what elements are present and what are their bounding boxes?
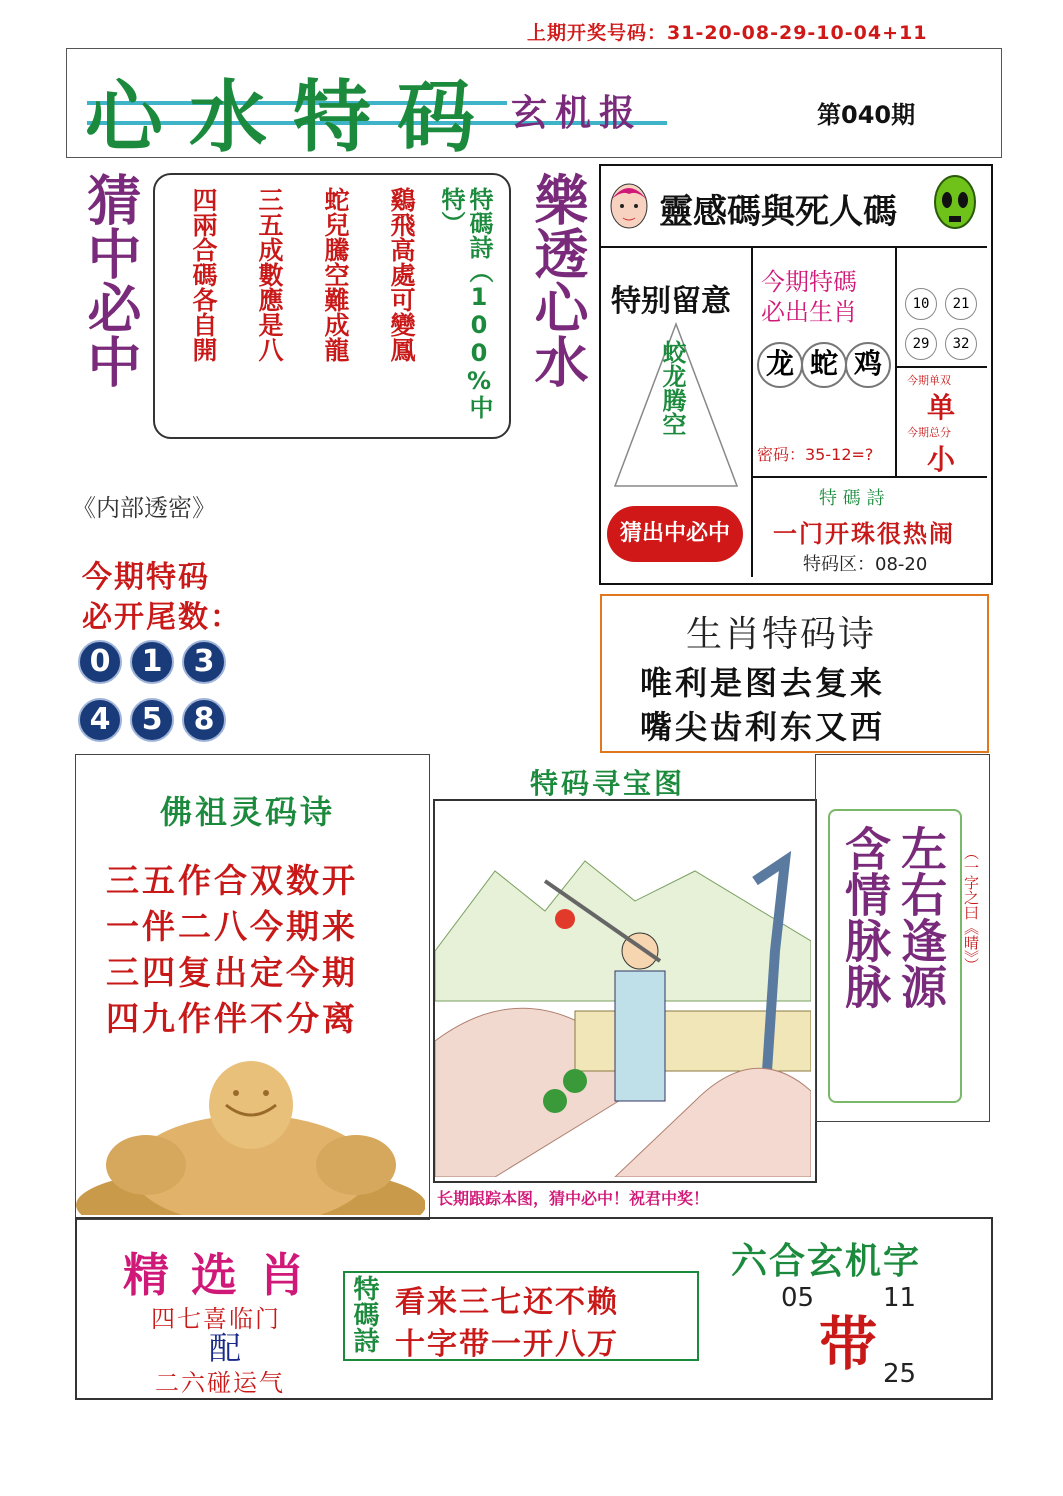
inner-line1: 今期特码 <box>82 560 210 595</box>
number-circle: 29 <box>905 328 937 360</box>
tail-ball: 1 <box>130 640 174 684</box>
inner-line2: 必开尾数： <box>82 600 242 635</box>
number-circle: 10 <box>905 288 937 320</box>
buddha-title: 佛祖灵码诗 <box>160 793 336 831</box>
zodiac-poem-line1: 唯利是图去复来 <box>640 664 886 702</box>
secret-code: 密码：35-12=? <box>757 445 874 464</box>
poem-box <box>153 173 511 439</box>
left-slogan: 猜中必中 <box>79 172 143 388</box>
masthead-title: 心水特码 <box>85 72 502 163</box>
bottom-poem-line: 十字带一开八万 <box>395 1327 619 1362</box>
total-label: 今期总分 <box>907 426 951 439</box>
tail-ball: 3 <box>182 640 226 684</box>
ling-title: 靈感碼與死人碼 <box>659 192 897 232</box>
tail-ball: 8 <box>182 698 226 742</box>
bottom-poem-label: 特碼詩 <box>349 1275 379 1353</box>
treasure-caption: 长期跟踪本图，猜中必中！祝君中奖！ <box>437 1189 710 1208</box>
bottom-pair: 配 <box>209 1329 242 1367</box>
ling-middle <box>753 246 897 476</box>
zodiac-poem-title: 生肖特码诗 <box>686 614 877 655</box>
triangle-text: 蛟龙腾空 <box>658 340 686 436</box>
last-result-line: 上期开奖号码：31-20-08-29-10-04+11 <box>527 22 928 44</box>
total-value: 小 <box>927 443 956 476</box>
zodiac-circle: 鸡 <box>845 342 891 388</box>
poem-column: 三五成數應是八 <box>255 187 284 362</box>
selected-zodiac-title: 精选肖 <box>123 1248 327 1302</box>
number-circle: 21 <box>945 288 977 320</box>
masthead <box>66 48 1002 163</box>
buddha-box <box>75 754 430 1220</box>
tail-ball: 4 <box>78 698 122 742</box>
ling-numbers <box>897 246 987 368</box>
mystery-number: 05 <box>781 1283 815 1313</box>
buddha-poem-line: 三四复出定今期 <box>106 953 358 992</box>
mystery-number: 11 <box>883 1283 917 1313</box>
bottom-poem-line: 看来三七还不赖 <box>395 1285 619 1320</box>
poem-column: 蛇兒騰空難成龍 <box>321 187 350 362</box>
riddle-box <box>815 754 990 1122</box>
poem-column: 鷄飛高處可變鳳 <box>387 187 416 362</box>
bottom-box <box>75 1217 993 1400</box>
zodiac-circle: 龙 <box>757 342 803 388</box>
masthead-subtitle: 玄机报 <box>511 92 644 134</box>
treasure-illustration <box>435 801 811 1177</box>
alien-icon <box>931 174 979 238</box>
bottom-poem-box <box>343 1271 699 1361</box>
buddha-poem-line: 一伴二八今期来 <box>106 907 358 946</box>
ling-box <box>599 164 993 585</box>
ling-poem <box>753 476 987 581</box>
riddle-column: 含情脉脉 <box>838 825 892 1009</box>
face-icon <box>607 180 653 232</box>
inner-title: 《内部透密》 <box>72 494 216 522</box>
ling-header <box>601 166 987 248</box>
ling-poem-label: 特 碼 詩 <box>819 488 885 509</box>
poem-column: 四兩合碼各自開 <box>189 187 218 362</box>
buddha-poem-line: 四九作伴不分离 <box>106 999 358 1038</box>
ling-single-total <box>897 366 987 476</box>
issue-number: 第040期 <box>817 101 916 129</box>
mystery-number: 25 <box>883 1359 917 1389</box>
treasure-map <box>433 799 817 1183</box>
zodiac-poem-box <box>600 594 989 753</box>
zodiac-title-2: 必出生肖 <box>761 298 857 326</box>
guess-badge: 猜出中必中 <box>607 506 743 562</box>
zodiac-title-1: 今期特碼 <box>761 268 857 296</box>
treasure-title: 特码寻宝图 <box>530 767 686 800</box>
ling-left <box>601 246 753 577</box>
tail-ball: 0 <box>78 640 122 684</box>
bottom-line1: 四七喜临门 <box>151 1305 281 1333</box>
mystery-char: 带 <box>819 1310 878 1378</box>
single-double-label: 今期单双 <box>907 374 951 387</box>
single-double-value: 单 <box>927 391 956 424</box>
ling-zone: 特码区：08-20 <box>803 554 928 575</box>
poem-label: 特碼詩（100%中特） <box>437 187 493 419</box>
buddha-illustration <box>76 1045 425 1215</box>
attention-label: 特别留意 <box>611 284 731 319</box>
ling-poem-line: 一门开珠很热闹 <box>773 520 955 548</box>
zodiac-circle: 蛇 <box>801 342 847 388</box>
tail-ball: 5 <box>130 698 174 742</box>
riddle-note: （一字之曰《晴》） <box>962 845 980 973</box>
right-slogan: 樂透心水 <box>526 172 590 388</box>
buddha-poem-line: 三五作合双数开 <box>106 861 358 900</box>
mystery-char-title: 六合玄机字 <box>731 1241 922 1282</box>
bottom-line2: 二六碰运气 <box>155 1369 285 1397</box>
number-circle: 32 <box>945 328 977 360</box>
zodiac-poem-line2: 嘴尖齿利东又西 <box>640 708 886 746</box>
riddle-column: 左右逢源 <box>894 825 948 1009</box>
